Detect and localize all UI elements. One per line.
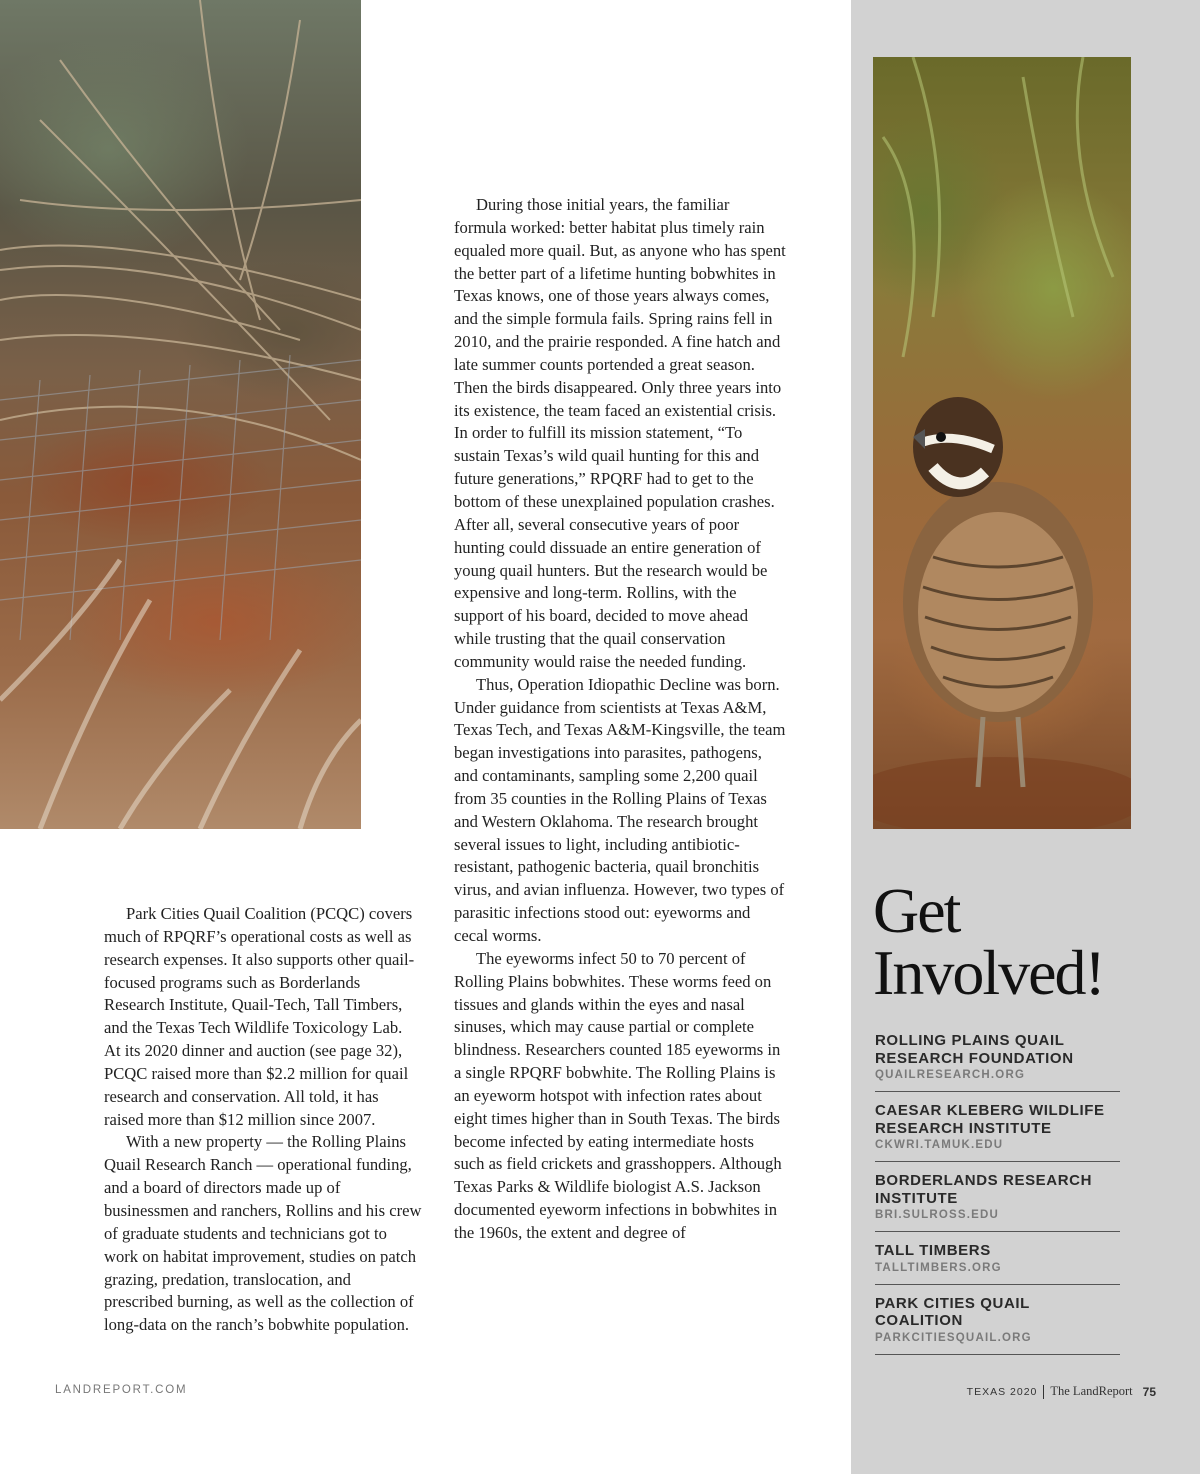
article-column-middle: [454, 194, 786, 1245]
page-number: 75: [1142, 1384, 1156, 1399]
organization-name: PARK CITIES QUAIL COALITION: [875, 1294, 1030, 1329]
footer-site: LANDREPORT.COM: [55, 1384, 188, 1396]
footer-issue: TEXAS 2020: [966, 1385, 1038, 1398]
organization-item: [875, 1102, 1120, 1162]
organization-item: [875, 1032, 1120, 1092]
quail-illustration: [873, 57, 1131, 829]
organization-item: [875, 1172, 1120, 1232]
paragraph: The eyeworms infect 50 to 70 percent of Rolling Plains bobwhites. These worms feed on tissues and glands within the eyes and nasal sinuses, which may cause partial or complete blindness. Researchers counted 185 eyeworms in a single RPQRF bobwhite. The Rolling Plains is an eyeworm hotspot with infection rates about eight times higher than in South Texas. The birds become infected by eating intermediate hosts such as field crickets and grasshoppers. Although Texas Parks & Wildlife biologist A.S. Jackson documented eyeworm infections in bobwhites in the 1960s, the extent and degree of: [454, 948, 782, 1242]
brush-trap-photo: [0, 0, 361, 829]
organization-url[interactable]: QUAILRESEARCH.ORG: [875, 1069, 1026, 1081]
paragraph: During those initial years, the familiar formula worked: better habitat plus timely rain equaled more quail. But, as anyone who has spent the better part of a lifetime hunting bobwhites in Texas knows, one of those years always comes, and the simple formula fails. Spring rains fell in 2010, and the prairie responded. A fine hatch and late summer counts portended a great season. Then the birds disappeared. Only three years into its existence, the team faced an existential crisis. In order to fulfill its mission statement, “To sustain Texas’s wild quail hunting for this and future generations,” RPQRF had to get to the bottom of these unexplained population crashes. After all, several consecutive years of poor hunting could dissuade an entire generation of young quail hunters. But the research would be expensive and long-term. Rollins, with the support of his board, decided to move ahead while trusting that the quail conservation community would raise the needed funding.: [454, 195, 786, 671]
organization-url[interactable]: CKWRI.TAMUK.EDU: [875, 1139, 1004, 1151]
footer-magazine: The LandReport: [1050, 1384, 1133, 1398]
organization-name: BORDERLANDS RESEARCH INSTITUTE: [875, 1172, 1093, 1207]
article-column-left: [104, 903, 422, 1337]
organization-name: TALL TIMBERS: [875, 1242, 991, 1259]
organization-url[interactable]: BRI.SULROSS.EDU: [875, 1209, 1000, 1221]
organization-item: [875, 1295, 1120, 1355]
quail-photo: [873, 57, 1131, 829]
get-involved-heading: [873, 875, 1173, 1008]
organization-list: [875, 1032, 1120, 1365]
footer-folio: [967, 1384, 1156, 1399]
organization-url[interactable]: PARKCITIESQUAIL.ORG: [875, 1331, 1032, 1344]
footer-divider: [1043, 1385, 1044, 1399]
heading-line: Involved!: [873, 937, 1104, 1008]
organization-name: ROLLING PLAINS QUAIL RESEARCH FOUNDATION: [875, 1032, 1074, 1067]
heading-line: Get: [873, 875, 960, 946]
paragraph: With a new property — the Rolling Plains Quail Research Ranch — operational funding, and a board of directors made up of businessmen and ranchers, Rollins and his crew of graduate students and technicians got to work on habitat improvement, studies on patch grazing, predation, translocation, and prescribed burning, as well as the collection of long-data on the ranch’s bobwhite population.: [104, 1132, 422, 1335]
organization-url[interactable]: TALLTIMBERS.ORG: [875, 1261, 1002, 1274]
organization-name: CAESAR KLEBERG WILDLIFE RESEARCH INSTITUTE: [875, 1102, 1105, 1137]
organization-item: [875, 1242, 1120, 1285]
brush-illustration: [0, 0, 361, 829]
paragraph: Park Cities Quail Coalition (PCQC) covers much of RPQRF’s operational costs as well as research expenses. It also supports other quail-focused programs such as Borderlands Research Institute, Quail-Tech, Tall Timbers, and the Texas Tech Wildlife Toxicology Lab. At its 2020 dinner and auction (see page 32), PCQC raised more than $2.2 million for quail research and conservation. All told, it has raised more than $12 million since 2007.: [104, 904, 415, 1129]
paragraph: Thus, Operation Idiopathic Decline was born. Under guidance from scientists at Texas A&M, Texas Tech, and Texas A&M-Kingsville, the team began investigations into parasites, pathogens, and contaminants, sampling some 2,200 quail from 35 counties in the Rolling Plains of Texas and Western Oklahoma. The research brought several issues to light, including antibiotic-resistant, pathogenic bacteria, quail bronchitis virus, and avian influenza. However, two types of parasitic infections stood out: eyeworms and cecal worms.: [454, 674, 786, 945]
